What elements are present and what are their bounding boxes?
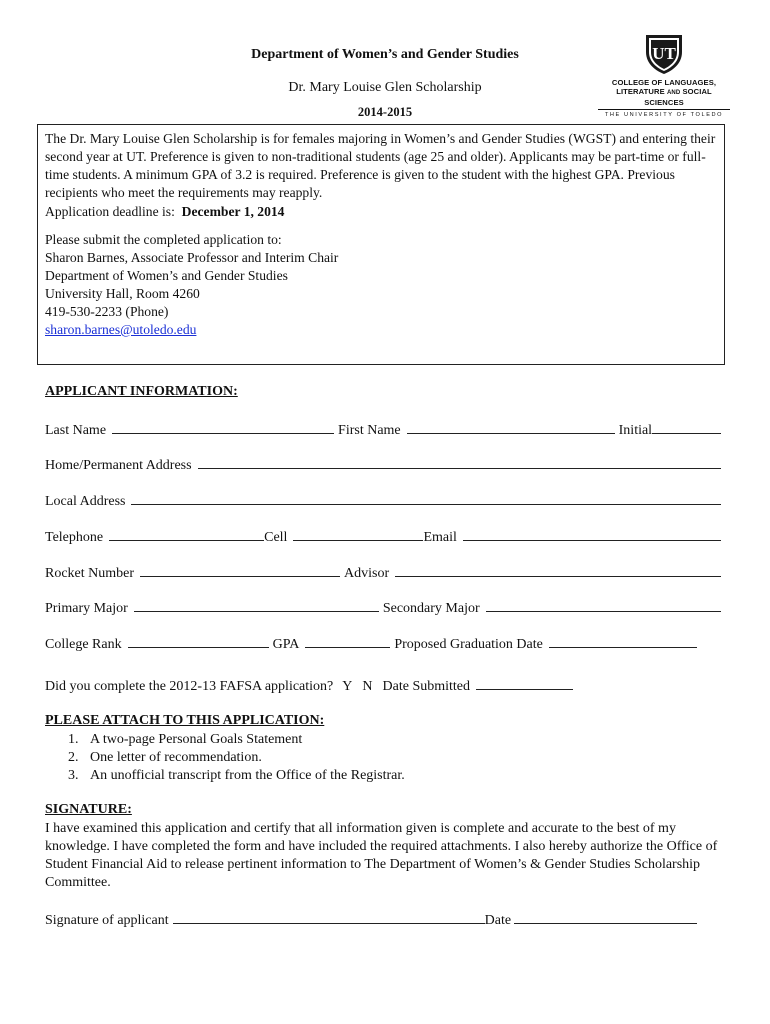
contact-name: Sharon Barnes, Associate Professor and Interim Chair — [45, 250, 339, 265]
signature-date-field[interactable] — [514, 910, 697, 924]
secondary-major-field[interactable] — [486, 598, 721, 612]
college-rank-label: College Rank — [45, 637, 122, 652]
signature-row — [45, 910, 725, 929]
list-item: 3. An unofficial transcript from the Office of the Registrar. — [68, 768, 405, 783]
rocket-number-label: Rocket Number — [45, 566, 135, 581]
secondary-major-label: Secondary Major — [382, 601, 480, 616]
rank-row — [45, 634, 725, 653]
college-rank-field[interactable] — [128, 634, 269, 648]
scholarship-title: Dr. Mary Louise Glen Scholarship — [288, 80, 482, 95]
telephone-label: Telephone — [45, 530, 104, 545]
local-address-label: Local Address — [45, 494, 126, 509]
cell-field[interactable] — [293, 527, 423, 541]
email-label: Email — [423, 530, 457, 545]
college-logo — [598, 32, 730, 118]
home-address-field[interactable] — [198, 455, 721, 469]
fafsa-question: Did you complete the 2012-13 FAFSA application? — [45, 679, 334, 694]
contact-email-link[interactable]: sharon.barnes@utoledo.edu — [45, 322, 197, 337]
home-address-row — [45, 455, 725, 474]
rocket-row — [45, 563, 725, 582]
university-name: THE UNIVERSITY OF TOLEDO — [598, 109, 730, 118]
date-submitted-label: Date Submitted — [382, 679, 471, 694]
list-item: 1. A two-page Personal Goals Statement — [68, 732, 303, 747]
ut-shield-logo-icon — [642, 32, 686, 76]
local-address-row — [45, 491, 725, 510]
submit-instructions: Please submit the completed application to: — [45, 232, 282, 247]
info-box — [37, 124, 725, 365]
deadline-value: December 1, 2014 — [181, 204, 285, 219]
date-label: Date — [484, 913, 512, 928]
home-address-label: Home/Permanent Address — [45, 458, 192, 473]
scholarship-description: The Dr. Mary Louise Glen Scholarship is for females majoring in Women’s and Gender Studies (WGST) and entering their second year at UT. Preference is given to non-traditional students (age 25 and older). Applicants may be part-time or full-time students. A minimum GPA of 3.2 is required. Preference is given to the student with the highest GPA. Previous recipients who meet the requirements may reapply. — [45, 131, 716, 200]
signature-field[interactable] — [173, 910, 485, 924]
name-row — [45, 420, 725, 439]
last-name-label: Last Name — [45, 423, 107, 438]
primary-major-label: Primary Major — [45, 601, 128, 616]
first-name-field[interactable] — [407, 420, 615, 434]
contact-phone: 419-530-2233 (Phone) — [45, 304, 169, 319]
email-field[interactable] — [463, 527, 721, 541]
initial-label: Initial — [618, 423, 653, 438]
advisor-field[interactable] — [395, 563, 721, 577]
fafsa-yes-option[interactable]: Y — [342, 679, 353, 694]
college-name: COLLEGE OF LANGUAGES, LITERATURE AND SOCIAL SCIENCES — [611, 78, 717, 107]
initial-field[interactable] — [652, 420, 721, 434]
telephone-field[interactable] — [109, 527, 264, 541]
signature-heading: SIGNATURE: — [45, 802, 132, 817]
graduation-date-label: Proposed Graduation Date — [394, 637, 543, 652]
first-name-label: First Name — [338, 423, 401, 438]
last-name-field[interactable] — [112, 420, 334, 434]
fafsa-no-option[interactable]: N — [362, 679, 373, 694]
advisor-label: Advisor — [344, 566, 390, 581]
attachments-heading: PLEASE ATTACH TO THIS APPLICATION: — [45, 713, 325, 728]
cell-label: Cell — [264, 530, 288, 545]
contact-room: University Hall, Room 4260 — [45, 286, 200, 301]
fafsa-row — [45, 676, 725, 695]
major-row — [45, 598, 725, 617]
department-title: Department of Women’s and Gender Studies — [251, 47, 519, 62]
svg-text:UT: UT — [652, 44, 676, 63]
gpa-label: GPA — [272, 637, 300, 652]
attachments-list — [68, 731, 405, 785]
academic-year: 2014-2015 — [357, 105, 413, 119]
deadline-line: Application deadline is: December 1, 2014 — [45, 204, 285, 219]
certification-statement: I have examined this application and certify that all information given is complete and accurate to the best of my knowledge. I have completed the form and have included the required attachments. I also hereby authorize the Office of Student Financial Aid to release pertinent information to The Department of Women’s & Gender Studies Scholarship Committee. — [45, 821, 718, 890]
date-submitted-field[interactable] — [476, 676, 573, 690]
local-address-field[interactable] — [131, 491, 721, 505]
list-item: 2. One letter of recommendation. — [68, 750, 262, 765]
primary-major-field[interactable] — [134, 598, 379, 612]
signature-label: Signature of applicant — [45, 913, 169, 928]
gpa-field[interactable] — [305, 634, 390, 648]
rocket-number-field[interactable] — [140, 563, 340, 577]
contact-department: Department of Women’s and Gender Studies — [45, 268, 288, 283]
applicant-info-heading: APPLICANT INFORMATION: — [45, 384, 238, 399]
contact-row — [45, 527, 725, 546]
graduation-date-field[interactable] — [549, 634, 697, 648]
